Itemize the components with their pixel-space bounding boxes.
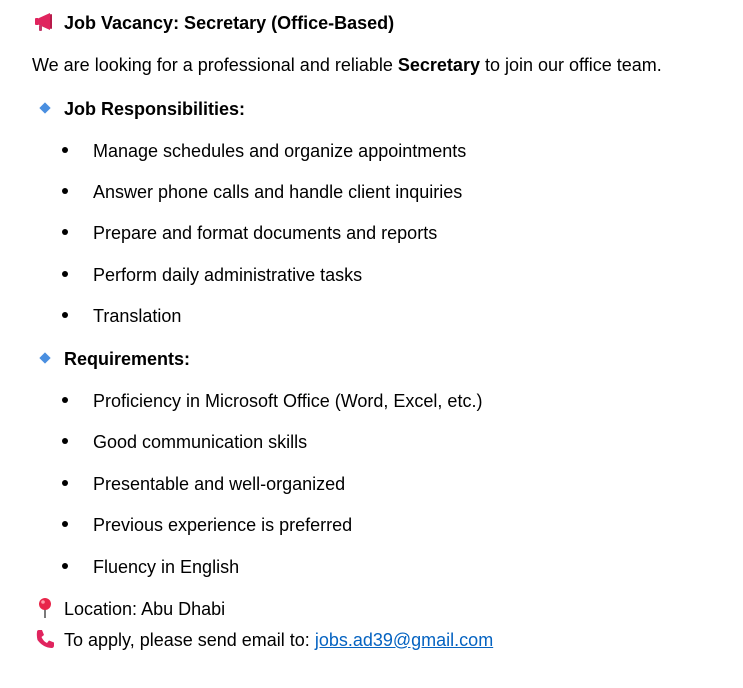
- list-item: [62, 554, 239, 580]
- list-item: [62, 303, 181, 329]
- requirements-heading-text: Requirements:: [64, 349, 191, 369]
- telephone-icon: [34, 628, 56, 650]
- blue-diamond-icon: [39, 103, 50, 114]
- list-item: [62, 138, 466, 164]
- job-title-text: Job Vacancy: Secretary (Office-Based): [64, 13, 395, 33]
- bullet-icon: [62, 397, 68, 403]
- bullet-icon: [62, 229, 68, 235]
- bullet-icon: [62, 521, 68, 527]
- bullet-icon: [62, 563, 68, 569]
- intro-after: to join our office team.: [479, 55, 662, 75]
- megaphone-icon: [34, 11, 56, 33]
- bullet-icon: [62, 188, 68, 194]
- responsibilities-heading: [38, 96, 245, 122]
- list-item-text: Translation: [93, 306, 182, 326]
- bullet-icon: [62, 438, 68, 444]
- list-item-text: Previous experience is preferred: [93, 515, 353, 535]
- bullet-icon: [62, 147, 68, 153]
- intro-bold: Secretary: [397, 55, 480, 75]
- list-item-text: Perform daily administrative tasks: [93, 265, 363, 285]
- email-link[interactable]: jobs.ad39@gmail.com: [314, 630, 494, 650]
- list-item: [62, 220, 437, 246]
- list-item: [62, 388, 482, 414]
- intro-paragraph: [32, 52, 662, 78]
- requirements-heading: [38, 346, 190, 372]
- list-item-text: Proficiency in Microsoft Office (Word, Excel, etc.): [93, 391, 483, 411]
- blue-diamond-icon: [39, 353, 50, 364]
- bullet-icon: [62, 312, 68, 318]
- list-item: [62, 471, 345, 497]
- list-item: [62, 179, 462, 205]
- list-item-text: Presentable and well-organized: [93, 474, 346, 494]
- location-line: [34, 596, 225, 622]
- list-item-text: Answer phone calls and handle client inquiries: [93, 182, 463, 202]
- list-item-text: Good communication skills: [93, 432, 308, 452]
- job-title: [34, 10, 394, 36]
- intro-before: We are looking for a professional and reliable: [32, 55, 398, 75]
- location-text: Location: Abu Dhabi: [64, 599, 226, 619]
- list-item-text: Fluency in English: [93, 557, 240, 577]
- pushpin-icon: [34, 597, 56, 619]
- list-item: [62, 429, 307, 455]
- list-item: [62, 512, 352, 538]
- apply-line: [34, 627, 493, 653]
- responsibilities-heading-text: Job Responsibilities:: [64, 99, 246, 119]
- apply-text: To apply, please send email to:: [64, 630, 315, 650]
- bullet-icon: [62, 271, 68, 277]
- bullet-icon: [62, 480, 68, 486]
- list-item: [62, 262, 362, 288]
- list-item-text: Prepare and format documents and reports: [93, 223, 438, 243]
- list-item-text: Manage schedules and organize appointments: [93, 141, 467, 161]
